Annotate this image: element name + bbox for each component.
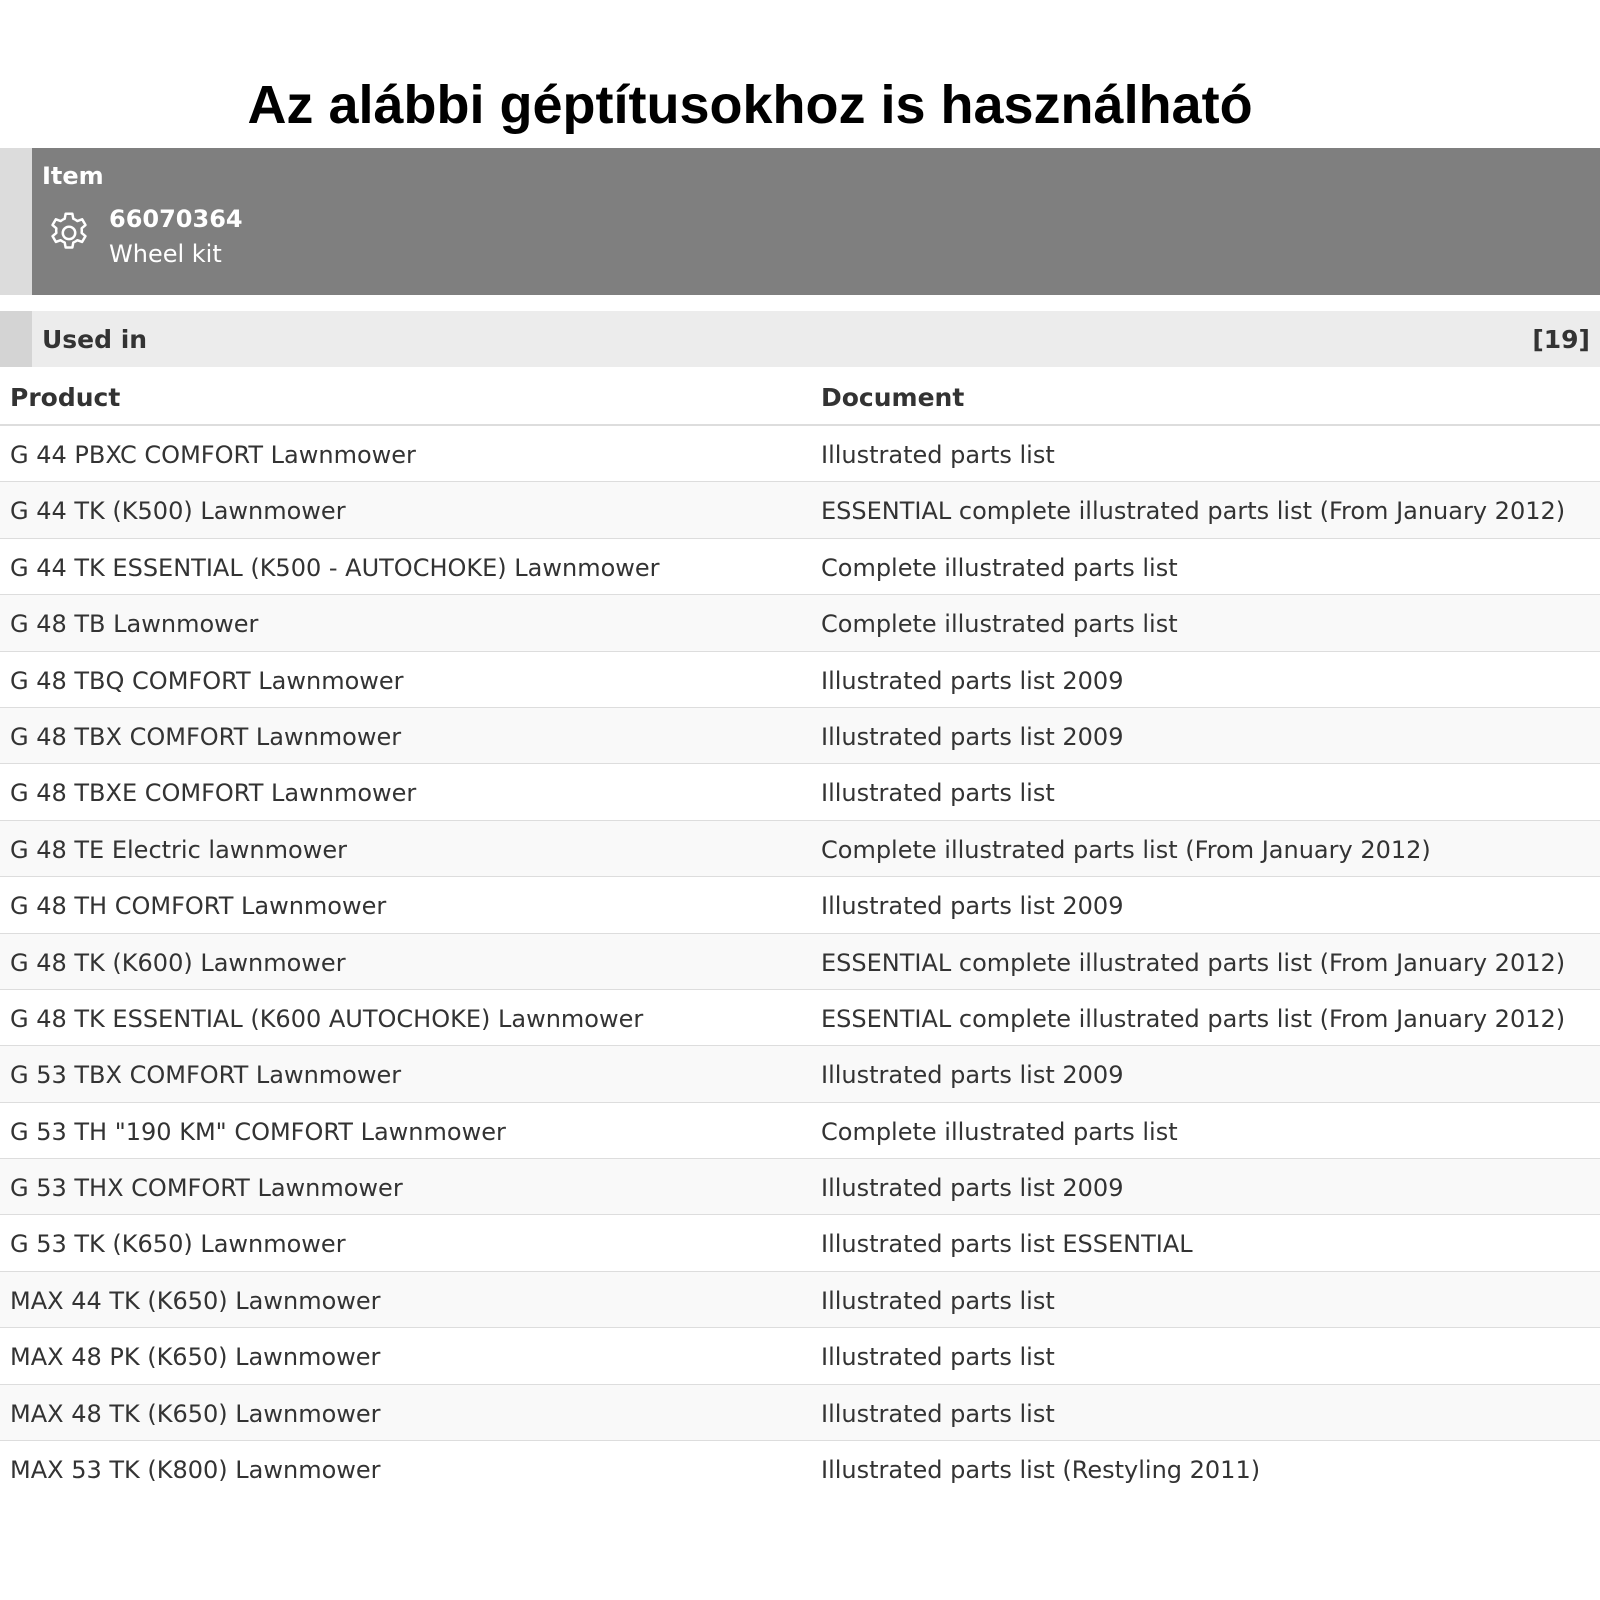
document-cell[interactable]: ESSENTIAL complete illustrated parts list (From January 2012) — [821, 497, 1566, 526]
table-row[interactable] — [0, 821, 1600, 877]
product-cell[interactable]: MAX 53 TK (K800) Lawnmower — [10, 1456, 381, 1485]
table-row[interactable] — [0, 652, 1600, 708]
document-cell[interactable]: Illustrated parts list (Restyling 2011) — [821, 1456, 1261, 1485]
page-title: Az alábbi géptítusokhoz is használható — [247, 75, 1253, 135]
gear-icon — [46, 208, 92, 254]
column-header-product[interactable]: Product — [10, 383, 121, 412]
table-row[interactable] — [0, 595, 1600, 651]
product-cell[interactable]: G 48 TBX COMFORT Lawnmower — [10, 722, 402, 751]
document-cell[interactable]: Illustrated parts list — [821, 1286, 1055, 1315]
document-cell[interactable]: Complete illustrated parts list — [821, 1117, 1178, 1146]
table-row[interactable] — [0, 1328, 1600, 1384]
document-cell[interactable]: ESSENTIAL complete illustrated parts list (From January 2012) — [821, 948, 1566, 977]
table-row[interactable] — [0, 1272, 1600, 1328]
product-cell[interactable]: G 44 PBXC COMFORT Lawnmower — [10, 441, 416, 469]
product-cell[interactable]: G 48 TB Lawnmower — [10, 610, 259, 639]
product-cell[interactable]: G 53 TH "190 KM" COMFORT Lawnmower — [10, 1117, 506, 1146]
product-cell[interactable]: G 53 TK (K650) Lawnmower — [10, 1230, 346, 1259]
document-cell[interactable]: Illustrated parts list ESSENTIAL — [821, 1230, 1193, 1259]
product-cell[interactable]: G 44 TK ESSENTIAL (K500 - AUTOCHOKE) Lawnmower — [10, 553, 660, 582]
document-cell[interactable]: Complete illustrated parts list — [821, 553, 1178, 582]
product-cell[interactable]: G 48 TK (K600) Lawnmower — [10, 948, 346, 977]
product-cell[interactable]: G 48 TK ESSENTIAL (K600 AUTOCHOKE) Lawnmower — [10, 1004, 644, 1033]
table-row[interactable] — [0, 1441, 1600, 1497]
document-cell[interactable]: ESSENTIAL complete illustrated parts list (From January 2012) — [821, 1004, 1566, 1033]
item-description: Wheel kit — [109, 240, 222, 268]
column-header-document[interactable]: Document — [821, 383, 965, 412]
table-row[interactable] — [0, 1215, 1600, 1271]
document-cell[interactable]: Illustrated parts list 2009 — [821, 666, 1124, 695]
product-cell[interactable]: G 53 TBX COMFORT Lawnmower — [10, 1061, 402, 1090]
table-header — [0, 369, 1600, 426]
document-cell[interactable]: Illustrated parts list 2009 — [821, 1061, 1124, 1090]
product-cell[interactable]: G 48 TE Electric lawnmower — [10, 835, 347, 864]
table-row[interactable] — [0, 764, 1600, 820]
item-panel-accent — [0, 148, 32, 295]
item-code[interactable]: 66070364 — [109, 205, 243, 233]
document-cell[interactable]: Illustrated parts list — [821, 779, 1055, 808]
table-row[interactable] — [0, 1103, 1600, 1159]
table-row[interactable] — [0, 426, 1600, 482]
document-cell[interactable]: Complete illustrated parts list — [821, 610, 1178, 639]
used-in-label: Used in — [42, 325, 148, 354]
table-row[interactable] — [0, 877, 1600, 933]
table-row[interactable] — [0, 990, 1600, 1046]
product-cell[interactable]: MAX 44 TK (K650) Lawnmower — [10, 1286, 381, 1315]
table-row[interactable] — [0, 1046, 1600, 1102]
product-cell[interactable]: MAX 48 TK (K650) Lawnmower — [10, 1399, 381, 1428]
document-cell[interactable]: Illustrated parts list 2009 — [821, 722, 1124, 751]
table-row[interactable] — [0, 934, 1600, 990]
document-cell[interactable]: Illustrated parts list 2009 — [821, 1174, 1124, 1203]
document-cell[interactable]: Illustrated parts list — [821, 1343, 1055, 1372]
product-cell[interactable]: G 48 TH COMFORT Lawnmower — [10, 892, 387, 921]
product-cell[interactable]: G 48 TBXE COMFORT Lawnmower — [10, 779, 417, 808]
product-cell[interactable]: G 53 THX COMFORT Lawnmower — [10, 1174, 403, 1203]
used-in-count: [19] — [1532, 325, 1590, 354]
used-in-header — [0, 311, 1600, 367]
table-row[interactable] — [0, 1159, 1600, 1215]
document-cell[interactable]: Illustrated parts list — [821, 1399, 1055, 1428]
item-label: Item — [42, 162, 104, 190]
product-cell[interactable]: G 44 TK (K500) Lawnmower — [10, 497, 346, 526]
item-panel — [0, 148, 1600, 295]
document-cell[interactable]: Illustrated parts list 2009 — [821, 892, 1124, 921]
table-row[interactable] — [0, 1385, 1600, 1441]
table-row[interactable] — [0, 539, 1600, 595]
product-cell[interactable]: G 48 TBQ COMFORT Lawnmower — [10, 666, 404, 695]
document-cell[interactable]: Illustrated parts list — [821, 441, 1055, 469]
table-body — [0, 426, 1600, 1497]
table-row[interactable] — [0, 708, 1600, 764]
product-cell[interactable]: MAX 48 PK (K650) Lawnmower — [10, 1343, 381, 1372]
table-row[interactable] — [0, 482, 1600, 538]
used-in-accent — [0, 311, 32, 367]
document-cell[interactable]: Complete illustrated parts list (From January 2012) — [821, 835, 1431, 864]
